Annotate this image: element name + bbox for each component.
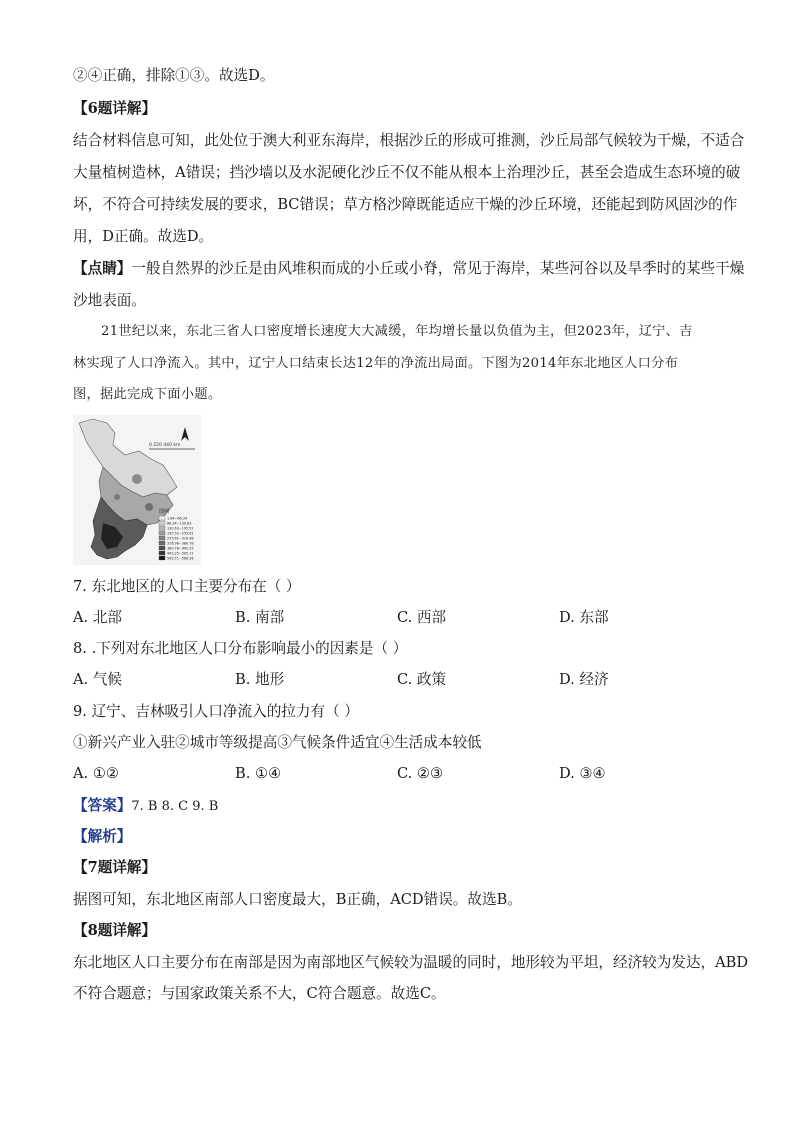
answer-text: 7. B 8. C 9. B [131, 799, 219, 814]
q8-stem: 8. .下列对东北地区人口分布影响最小的因素是（ ） [73, 640, 408, 657]
analysis-label: 【解析】 [73, 828, 132, 845]
city-blot-3 [114, 494, 120, 500]
q8-option-b[interactable]: B. 地形 [235, 671, 285, 688]
answer-line [73, 796, 218, 817]
q6-detail-heading: 【6题详解】 [73, 100, 157, 117]
city-blot-2 [145, 503, 153, 511]
q7-stem: 7. 东北地区的人口主要分布在（ ） [73, 578, 301, 595]
tip-text-1: 一般自然界的沙丘是由风堆积而成的小丘或小脊，常见于海岸，某些河谷以及旱季时的某些干燥 [131, 260, 745, 277]
q6-detail-text-2: 大量植树造林，A错误；挡沙墙以及水泥硬化沙丘不仅不能从根本上治理沙丘，甚至会造成生态环境的破 [73, 164, 741, 181]
legend-swatch [159, 526, 165, 530]
answer-continuation: ②④正确，排除①③。故选D。 [73, 67, 275, 84]
legend-label: 442.25~505.71 [167, 551, 194, 556]
legend-label: 66.34~130.63 [167, 521, 192, 526]
population-map-figure [73, 415, 201, 565]
q7-option-a[interactable]: A. 北部 [73, 609, 123, 626]
q7-detail-heading: 【7题详解】 [73, 859, 157, 876]
legend-label: 130.63~195.52 [167, 526, 194, 531]
legend-label: 255.61~316.98 [167, 536, 194, 541]
q6-detail-text-4: 用，D正确。故选D。 [73, 228, 214, 245]
tip-paragraph [73, 259, 744, 279]
q9-items: ①新兴产业入驻②城市等级提高③气候条件适宜④生活成本较低 [73, 734, 482, 751]
legend-swatch [159, 551, 165, 555]
q6-detail-text-1: 结合材料信息可知，此处位于澳大利亚东海岸，根据沙丘的形成可推测，沙丘局部气候较为干燥，不适合 [73, 132, 745, 149]
legend-label: 505.71~566.26 [167, 556, 194, 561]
legend-swatch [159, 546, 165, 550]
legend-swatch [159, 541, 165, 545]
q8-option-c[interactable]: C. 政策 [397, 671, 447, 688]
q9-stem: 9. 辽宁、吉林吸引人口净流入的拉力有（ ） [73, 703, 359, 720]
q8-detail-text-2: 不符合题意；与国家政策关系不大，C符合题意。故选C。 [73, 985, 446, 1002]
legend-label: 1.64~66.34 [167, 516, 188, 521]
q7-option-d[interactable]: D. 东部 [559, 609, 609, 626]
legend-swatch [159, 556, 165, 560]
scale-text: 0 220 440 km [149, 443, 181, 448]
q6-detail-text-3: 坏，不符合可持续发展的要求，BC错误；草方格沙障既能适应干燥的沙丘环境，还能起到防风固沙的作 [73, 196, 738, 213]
legend-swatch [159, 536, 165, 540]
q8-detail-text-1: 东北地区人口主要分布在南部是因为南部地区气候较为温暖的同时，地形较为平坦，经济较为发达，ABD [73, 954, 749, 971]
legend-swatch [159, 531, 165, 535]
legend-label: 195.52~255.61 [167, 531, 194, 536]
q9-option-d[interactable]: D. ③④ [559, 765, 606, 782]
material-text-3: 图，据此完成下面小题。 [73, 387, 222, 402]
material-text-1: 21世纪以来，东北三省人口密度增长速度大大减缓，年均增长量以负值为主，但2023年，辽宁、吉 [101, 324, 693, 339]
legend-label: 380.78~442.25 [167, 546, 194, 551]
q8-option-d[interactable]: D. 经济 [559, 671, 609, 688]
legend-label: 316.98~380.78 [167, 541, 194, 546]
q9-option-b[interactable]: B. ①④ [235, 765, 282, 782]
city-blot-1 [132, 474, 142, 484]
q8-option-a[interactable]: A. 气候 [73, 671, 123, 688]
q9-option-a[interactable]: A. ①② [73, 765, 119, 782]
legend-title: 图例 [159, 509, 170, 515]
q9-option-c[interactable]: C. ②③ [397, 765, 444, 782]
q7-detail-text: 据图可知，东北地区南部人口密度最大，B正确，ACD错误。故选B。 [73, 891, 522, 908]
material-text-2: 林实现了人口净流入。其中，辽宁人口结束长达12年的净流出局面。下图为2014年东北地区人口分布 [73, 356, 679, 371]
q7-option-c[interactable]: C. 西部 [397, 609, 447, 626]
legend-swatch [159, 521, 165, 525]
q7-option-b[interactable]: B. 南部 [235, 609, 285, 626]
population-map [73, 415, 201, 565]
tip-text-2: 沙地表面。 [73, 292, 146, 309]
q8-detail-heading: 【8题详解】 [73, 922, 157, 939]
tip-label: 【点睛】 [73, 260, 132, 277]
legend-swatch [159, 516, 165, 520]
answer-label: 【答案】 [73, 797, 132, 814]
